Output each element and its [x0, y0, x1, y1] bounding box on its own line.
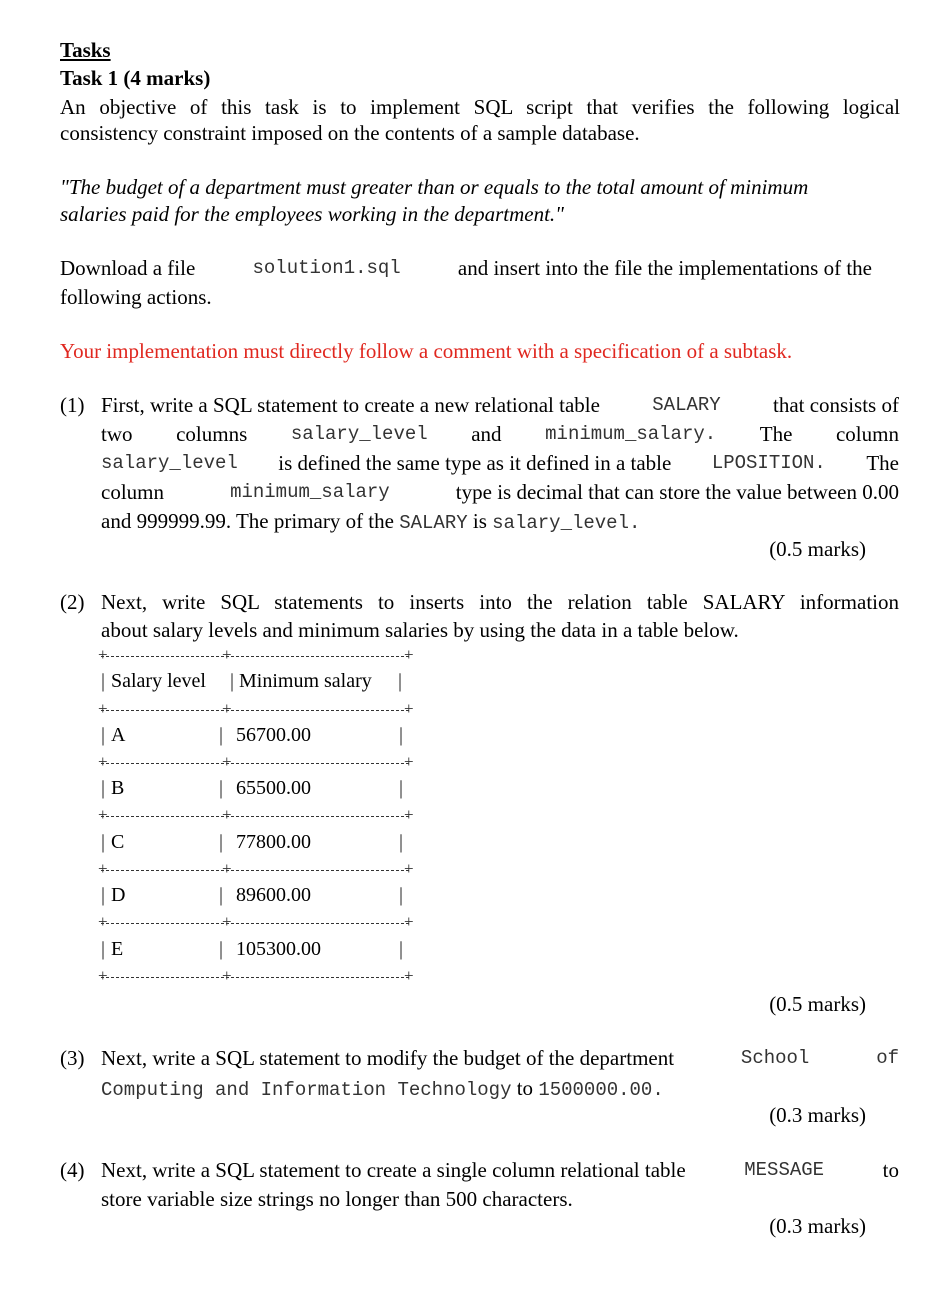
subtask-4-line-2: store variable size strings no longer than 500 characters. [101, 1187, 573, 1211]
subtask-2-marks: (0.5 marks) [769, 992, 866, 1016]
download-line-2: following actions. [60, 285, 212, 309]
subtask-1-line-4-text: column [101, 480, 164, 504]
code-minimum-salary-2: minimum_salary [230, 481, 390, 503]
word-column: column [835, 422, 899, 446]
constraint-quote-line-2: salaries paid for the employees working in the department." [60, 202, 564, 226]
subtask-1-line-2 [101, 421, 899, 447]
table-border [101, 656, 409, 657]
word-and: and [471, 422, 502, 446]
intro-line-1: An objective of this task is to implement SQL script that verifies the following logical [60, 95, 900, 119]
code-message: MESSAGE [744, 1159, 825, 1181]
subtask-1-line-3-text: is defined the same type as it defined in a table [278, 451, 672, 475]
word-the: The [759, 422, 793, 446]
row-min-salary: 105300.00 [236, 938, 321, 960]
code-salary-table-2: SALARY [399, 512, 468, 534]
subtask-1-text: First, write a SQL statement to create a new relational table [101, 393, 600, 417]
word-two: two [101, 422, 133, 446]
table-border [101, 977, 409, 978]
code-salary-table: SALARY [652, 394, 721, 416]
row-min-salary: 89600.00 [236, 884, 311, 906]
subtask-1-line-5-text: and 999999.99. The primary of the [101, 509, 394, 533]
subtask-1-line-4-text-b: type is decimal that can store the value between 0.00 [455, 480, 899, 504]
table-border [101, 710, 409, 711]
word-columns: columns [176, 422, 248, 446]
table-border [101, 816, 409, 817]
row-level: D [111, 884, 126, 906]
subtask-1-line-4 [101, 479, 899, 505]
subtask-2-line-2: about salary levels and minimum salaries by using the data in a table below. [101, 618, 739, 642]
subtask-3-marks: (0.3 marks) [769, 1103, 866, 1127]
constraint-quote-line-1: "The budget of a department must greater than or equals to the total amount of minimum [60, 175, 809, 199]
table-border [101, 870, 409, 871]
header-salary-level: Salary level [111, 670, 206, 692]
row-level: C [111, 831, 125, 853]
code-minimum-salary: minimum_salary. [545, 423, 717, 445]
page-heading: Tasks [60, 38, 111, 62]
file-name-solution1: solution1.sql [252, 257, 401, 279]
row-level: A [111, 724, 126, 746]
code-school: School [740, 1047, 810, 1069]
subtask-1-line-5 [101, 508, 899, 536]
subtask-3-text: Next, write a SQL statement to modify the budget of the department [101, 1046, 675, 1070]
code-salary-level-2: salary_level [101, 452, 238, 474]
header-minimum-salary: Minimum salary [239, 670, 372, 692]
subtask-3-number: (3) [60, 1046, 85, 1070]
code-department-name: Computing and Information Technology [101, 1079, 512, 1101]
subtask-1-line-5-text-b: is [472, 509, 487, 533]
code-lposition: LPOSITION. [711, 452, 826, 474]
subtask-4-marks: (0.3 marks) [769, 1214, 866, 1238]
intro-line-2: consistency constraint imposed on the contents of a sample database. [60, 121, 640, 145]
subtask-1-number: (1) [60, 393, 85, 417]
subtask-1-line-3-text-b: The [866, 451, 899, 475]
download-text-post: and insert into the file the implementations of the [457, 256, 872, 280]
subtask-3-line-1 [101, 1045, 899, 1071]
subtask-2-line-1: Next, write SQL statements to inserts into the relation table SALARY information [101, 590, 899, 614]
row-min-salary: 65500.00 [236, 777, 311, 799]
implementation-warning: Your implementation must directly follow a comment with a specification of a subtask. [60, 339, 793, 363]
subtask-3-line-2 [101, 1075, 899, 1103]
row-min-salary: 77800.00 [236, 831, 311, 853]
subtask-1-marks: (0.5 marks) [769, 537, 866, 561]
download-line [60, 255, 872, 281]
subtask-1-line-1 [101, 392, 899, 418]
table-border [101, 763, 409, 764]
subtask-2-number: (2) [60, 590, 85, 614]
code-of: of [876, 1047, 899, 1069]
row-level: E [111, 938, 124, 960]
subtask-1-text-b: that consists of [772, 393, 899, 417]
task-title: Task 1 (4 marks) [60, 66, 211, 90]
subtask-4-text: Next, write a SQL statement to create a single column relational table [101, 1158, 686, 1182]
download-text-pre: Download a file [60, 256, 196, 280]
code-budget-value: 1500000.00. [538, 1079, 664, 1101]
subtask-4-number: (4) [60, 1158, 85, 1182]
row-level: B [111, 777, 125, 799]
code-salary-level: salary_level [290, 423, 428, 445]
row-min-salary: 56700.00 [236, 724, 311, 746]
subtask-4-line-1 [101, 1157, 899, 1183]
subtask-1-line-3 [101, 450, 899, 476]
word-to: to [516, 1076, 534, 1100]
code-salary-level-3: salary_level. [492, 512, 641, 534]
table-border [101, 923, 409, 924]
subtask-4-text-b: to [882, 1158, 899, 1182]
